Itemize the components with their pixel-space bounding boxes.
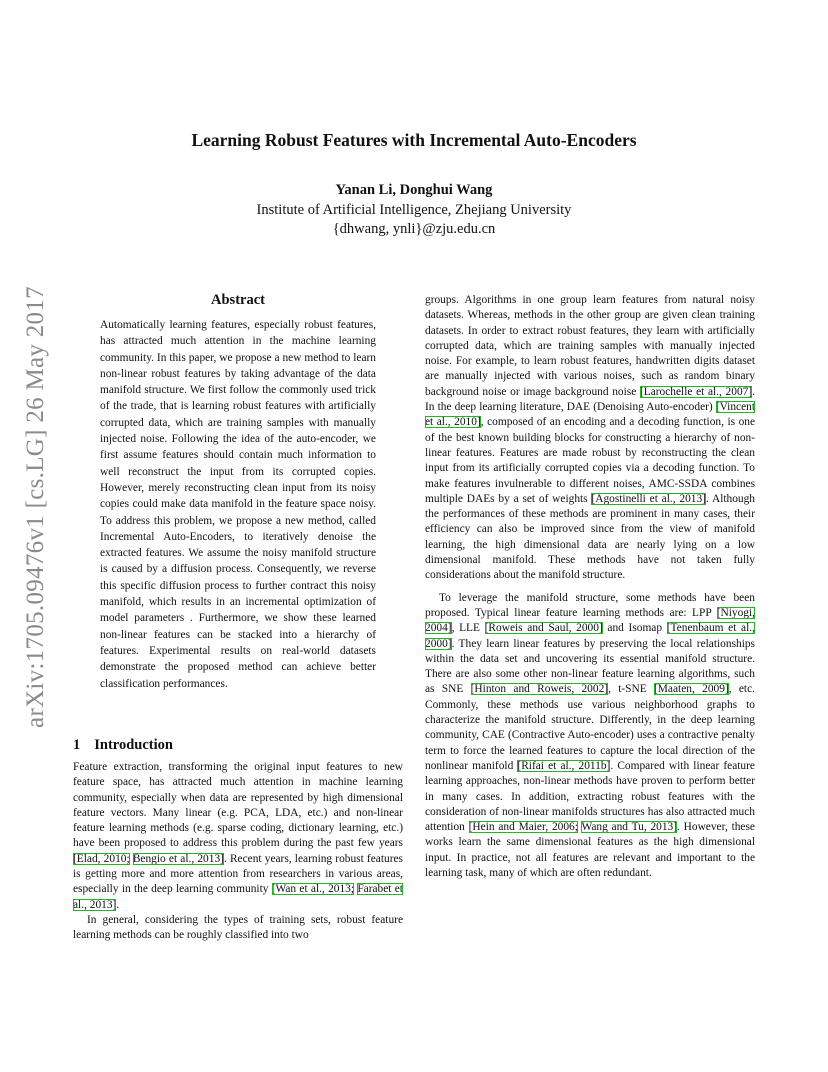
citation-link[interactable]: [Wan et al., 2013; bbox=[271, 883, 355, 896]
section-heading-introduction bbox=[73, 737, 173, 754]
section-number: 1 bbox=[73, 737, 81, 753]
left-column-body bbox=[73, 760, 403, 944]
citation-link[interactable]: [Niyogi, 2004] bbox=[425, 606, 755, 635]
intro-paragraph-2-start: In general, considering the types of training sets, robust feature learning methods can be roughly classified into two bbox=[73, 913, 403, 942]
author-email: {dhwang, ynli}@zju.edu.cn bbox=[332, 221, 496, 237]
text-run: . Compared with linear feature learning approaches, non-linear methods have proven to perform better in many cases. In addition, extracting robust features with the consideration of non-linear manifolds structures has also attracted much attention bbox=[425, 759, 755, 834]
text-run: . In the deep learning literature, DAE (Denoising Auto-encoder) bbox=[425, 385, 755, 414]
citation-link[interactable]: [Rifai et al., 2011b] bbox=[517, 759, 611, 772]
citation-link[interactable]: Bengio et al., 2013] bbox=[132, 852, 224, 865]
text-run: . Recent years, learning robust features is getting more and more attention from researchers in various areas, especially in the deep learning community bbox=[73, 852, 403, 896]
arxiv-identifier-stamp bbox=[16, 272, 56, 742]
author-affiliation: Institute of Artificial Intelligence, Zhejiang University bbox=[256, 202, 572, 218]
text-run: . Although the performances of these methods are prominent in many cases, their efficiency can also be improved since from the view of manifold learning, the high dimensional data are nearly lying on a low dimensional manifold. These methods have not taken fully considerations about the manifold structure. bbox=[425, 492, 756, 582]
text-run: groups. Algorithms in one group learn features from natural noisy datasets. Whereas, methods in the other group are given clean training datasets. In order to extract robust features, they learn with artificially corrupted data, which are training samples with manually injected noise. For example, to learn robust features, handwritten digits dataset are manually injected with various noises, such as random binary background noise or image background noise bbox=[425, 294, 755, 398]
text-run: , t-SNE bbox=[608, 683, 655, 696]
intro-paragraph-3 bbox=[425, 591, 755, 882]
citation-link[interactable]: [Elad, 2010; bbox=[73, 852, 130, 865]
text-run: . However, these works learn the same dimensional features as the high dimensional input. In practice, not all features are relevant and important to the learning task, many of which are often redundant. bbox=[425, 821, 755, 879]
citation-link[interactable]: [Hinton and Roweis, 2002] bbox=[470, 683, 609, 696]
text-run: Feature extraction, transforming the original input features to new feature space, has attracted much attention in machine learning community, especially when data are represented by high dimensional feature vectors. Many linear (e.g. PCA, LDA, etc.) and non-linear feature learning methods (e.g. sparse coding, dictionary learning, etc.) have been proposed to address this problem during the past few years bbox=[73, 761, 403, 850]
citation-link[interactable]: [Vincent et al., 2010] bbox=[425, 401, 755, 429]
citation-link[interactable]: [Larochelle et al., 2007] bbox=[639, 385, 753, 398]
citation-link[interactable]: Farabet et al., 2013] bbox=[73, 883, 403, 911]
paper-title: Learning Robust Features with Incremental Auto-Encoders bbox=[191, 130, 637, 150]
citation-link[interactable]: [Roweis and Saul, 2000] bbox=[484, 622, 603, 635]
text-run: and Isomap bbox=[602, 622, 667, 635]
paper-authors: Yanan Li, Donghui Wang bbox=[335, 182, 493, 198]
text-run: , etc. Commonly, these methods use various neighborhood graphs to characterize the manifold structure. Differently, in the deep learning community, CAE (Contractive Auto-encoder) uses a contractive penalty term to force the learned features to capture the local direction of the nonlinear manifold bbox=[425, 683, 755, 772]
intro-paragraph-1 bbox=[73, 760, 403, 913]
text-run: . They learn linear features by preserving the local relationships within the data set and uncovering its essential manifold structure. There are also some other non-linear feature learning algorithms, such as SNE bbox=[425, 637, 755, 696]
section-title: Introduction bbox=[94, 737, 173, 753]
text-run: . bbox=[116, 898, 120, 911]
citation-link[interactable]: [Hein and Maier, 2006; bbox=[468, 821, 578, 834]
abstract-body: Automatically learning features, especially robust features, has attracted much attention in the machine learning community. In this paper, we propose a new method to learn non-linear robust features by taking advantage of the data manifold structure. We first follow the commonly used trick of the trade, that is learning robust features with artificially corrupted data, which are training samples with manually injected noise. Following the idea of the auto-encoder, we first assume features should contain much information to well reconstruct the input from its corrupted copies. However, merely reconstructing clean input from its noisy copies could make data manifold in the feature space noisy. To address this problem, we propose a new method, called Incremental Auto-Encoders, to iteratively denoise the extracted features. We assume the noisy manifold structure is caused by a diffusion process. Consequently, we reverse this specific diffusion process to further contract this noisy manifold, which results in an incremental optimization of model parameters . Furthermore, we show these learned non-linear features can be stacked into a hierarchy of features. Experimental results on real-world datasets demonstrate the proposed method can achieve better classification performances. bbox=[100, 319, 376, 690]
right-column-body bbox=[425, 293, 755, 881]
abstract-heading: Abstract bbox=[211, 292, 265, 308]
intro-paragraph-2-continued bbox=[425, 293, 755, 584]
citation-link[interactable]: [Maaten, 2009] bbox=[654, 683, 729, 696]
arxiv-identifier-text: arXiv:1705.09476v1 [cs.LG] 26 May 2017 bbox=[22, 286, 49, 728]
citation-link[interactable]: Wang and Tu, 2013] bbox=[581, 821, 678, 834]
text-run: , composed of an encoding and a decoding function, is one of the best known building blocks for constructing a hierarchy of non-linear features. Features are made robust by reconstructing the clean input from its artificially corrupted copies via a decoding function. To make features invulnerable to different noises, AMC-SSDA combines multiple DAEs by a set of weights bbox=[425, 416, 756, 505]
citation-link[interactable]: [Tenenbaum et al., 2000] bbox=[425, 622, 755, 650]
citation-link[interactable]: [Agostinelli et al., 2013] bbox=[591, 492, 706, 505]
text-run: , LLE bbox=[451, 622, 485, 635]
text-run: To leverage the manifold structure, some methods have been proposed. Typical linear feature learning methods are: LPP bbox=[425, 591, 755, 619]
